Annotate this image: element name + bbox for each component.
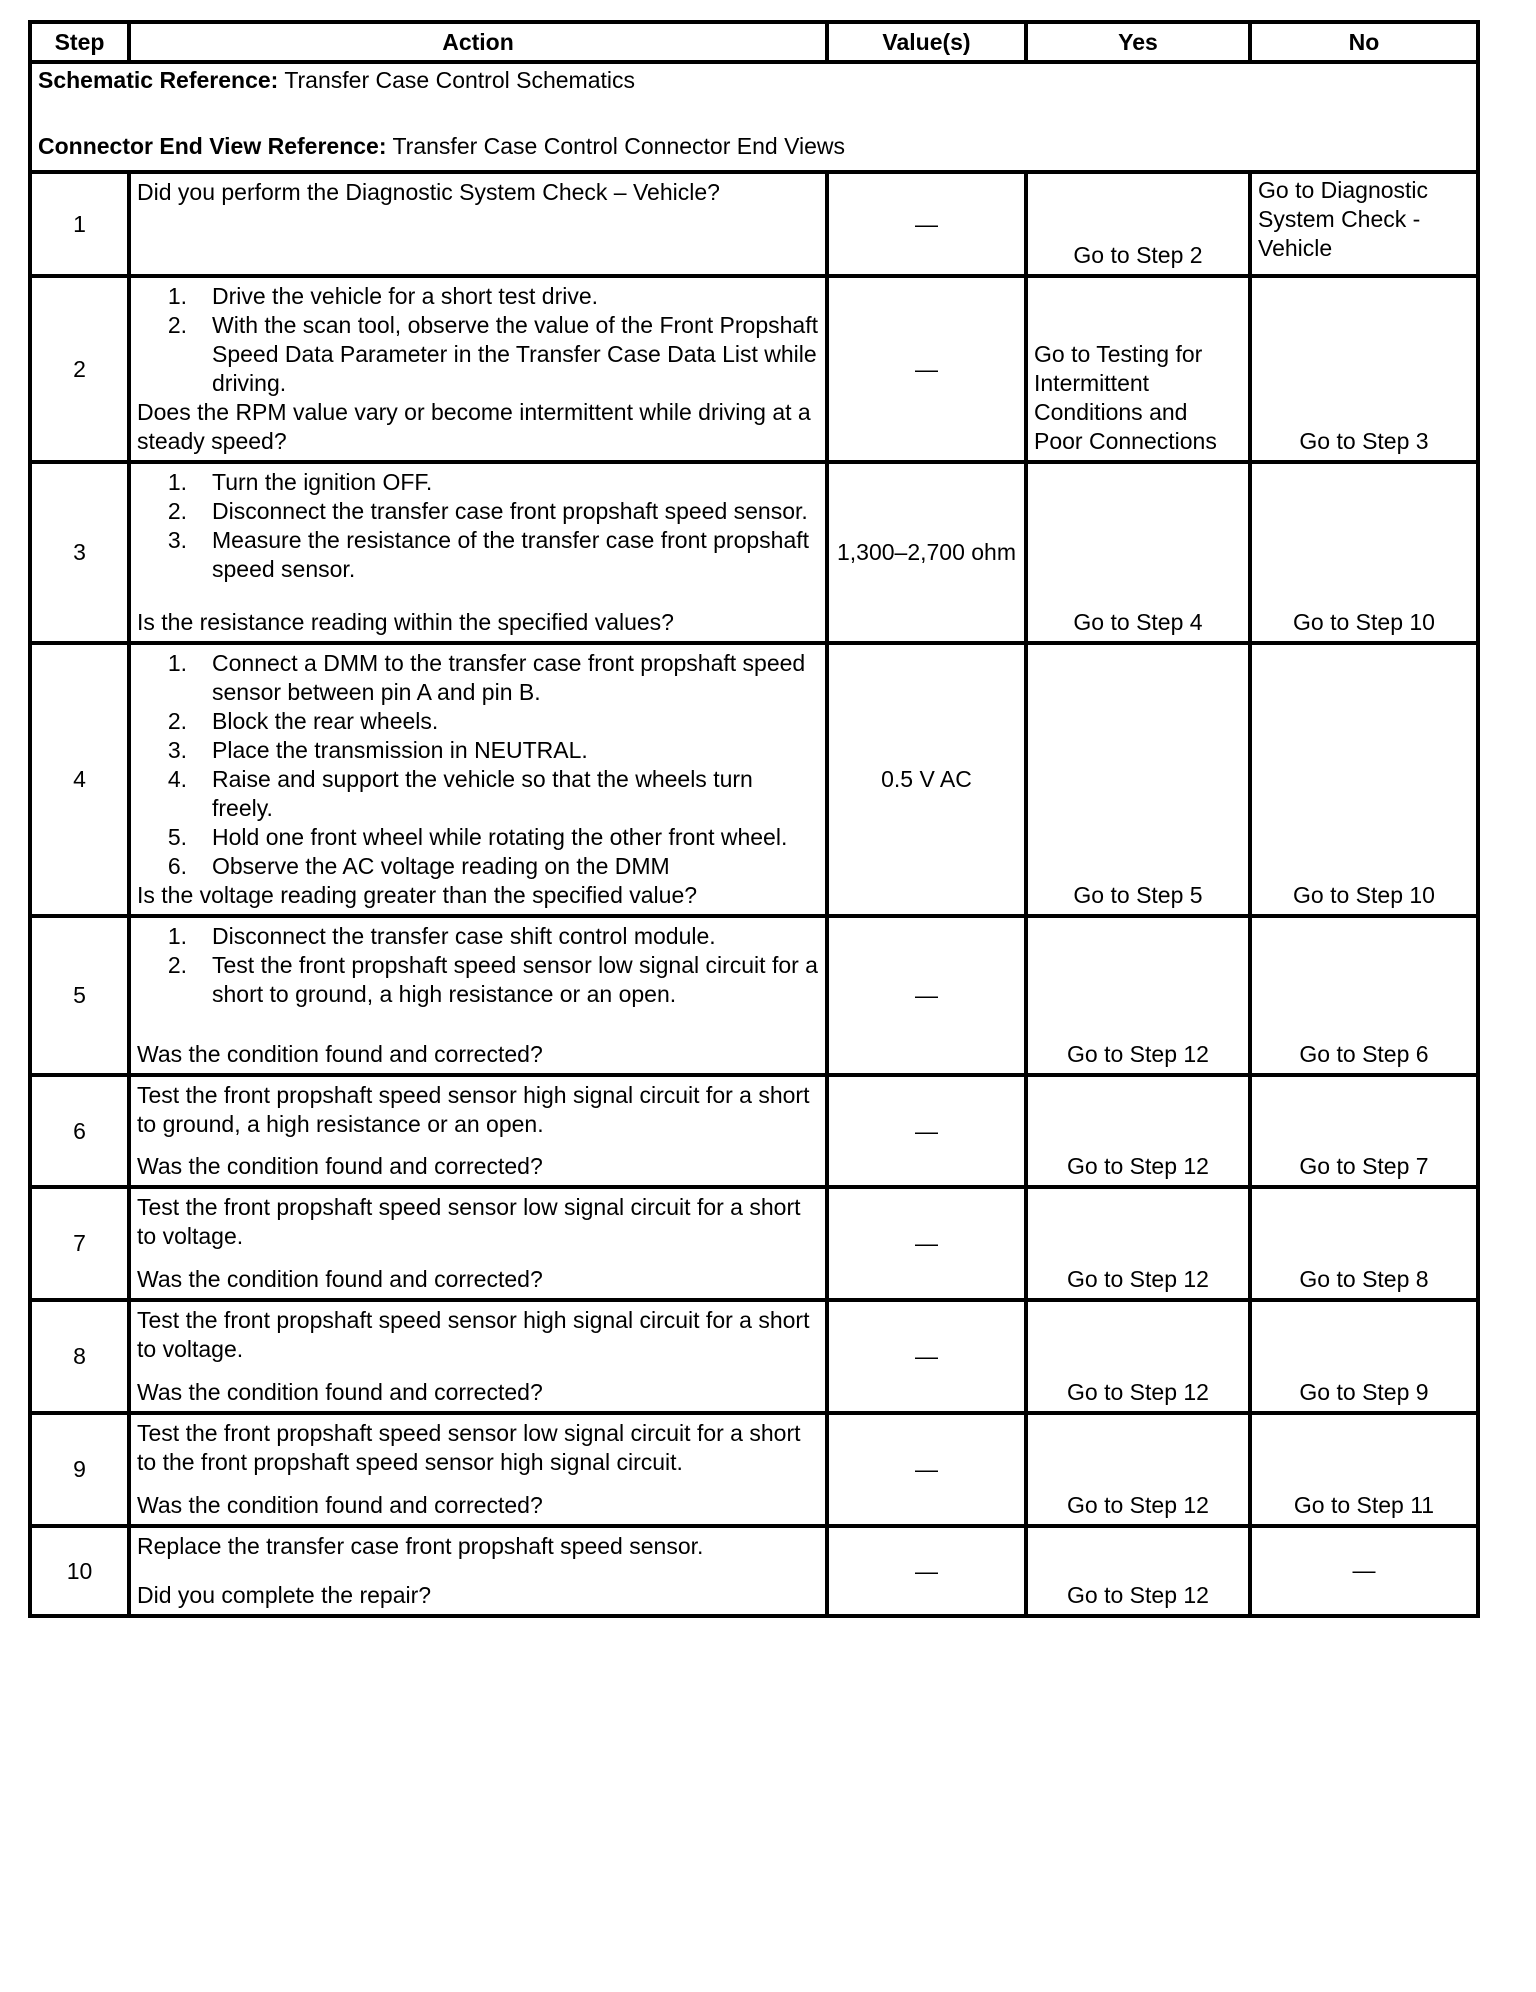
action-instructions <box>137 1532 819 1561</box>
action-lead-text: Replace the transfer case front propshaft speed sensor. <box>137 1533 704 1559</box>
action-content <box>137 178 819 270</box>
action-step-item <box>137 649 819 707</box>
action-question: Was the condition found and corrected? <box>137 1266 543 1292</box>
action-step-item <box>137 282 819 311</box>
action-instructions <box>137 922 819 1009</box>
action-question: Was the condition found and corrected? <box>137 1492 543 1518</box>
action-step-item <box>137 951 819 1009</box>
action-step-number: 3. <box>167 527 187 553</box>
yes-action-link[interactable]: Go to Step 12 <box>1026 916 1250 1075</box>
no-action-link[interactable]: Go to Step 3 <box>1250 276 1478 462</box>
header-yes: Yes <box>1026 22 1250 62</box>
action-instructions <box>137 1081 819 1139</box>
yes-action-link[interactable]: Go to Step 12 <box>1026 1526 1250 1616</box>
action-instructions <box>137 649 819 881</box>
connector-reference <box>38 132 1470 161</box>
table-row <box>30 643 1478 916</box>
action-step-text: Observe the AC voltage reading on the DMM <box>212 853 670 879</box>
action-step-text: Raise and support the vehicle so that the wheels turn freely. <box>212 766 753 821</box>
action-steps-list <box>137 922 819 1009</box>
action-question: Is the resistance reading within the specified values? <box>137 609 674 635</box>
action-step-item <box>137 468 819 497</box>
action-steps-list <box>137 649 819 881</box>
diagnostic-table-page <box>28 20 1476 1618</box>
no-action-link[interactable]: Go to Step 9 <box>1250 1300 1478 1413</box>
step-number: 5 <box>30 916 129 1075</box>
reference-cell <box>30 62 1478 172</box>
step-number: 2 <box>30 276 129 462</box>
action-step-text: Block the rear wheels. <box>212 708 439 734</box>
value-cell: — <box>827 276 1026 462</box>
action-step-number: 1. <box>167 923 187 949</box>
action-cell <box>129 1413 827 1526</box>
action-step-item <box>137 707 819 736</box>
action-cell <box>129 1300 827 1413</box>
action-cell <box>129 1526 827 1616</box>
value-cell: — <box>827 172 1026 276</box>
action-step-text: Disconnect the transfer case front propshaft speed sensor. <box>212 498 808 524</box>
action-step-text: Disconnect the transfer case shift control module. <box>212 923 716 949</box>
action-cell <box>129 643 827 916</box>
action-step-text: Hold one front wheel while rotating the other front wheel. <box>212 824 788 850</box>
step-number: 9 <box>30 1413 129 1526</box>
table-row <box>30 1413 1478 1526</box>
action-step-number: 2. <box>167 498 187 524</box>
step-number: 4 <box>30 643 129 916</box>
schematic-reference-label: Schematic Reference: <box>38 67 279 93</box>
action-question: Was the condition found and corrected? <box>137 1041 543 1067</box>
action-step-number: 2. <box>167 708 187 734</box>
action-step-number: 1. <box>167 469 187 495</box>
action-step-number: 1. <box>167 650 187 676</box>
action-question: Was the condition found and corrected? <box>137 1379 543 1405</box>
action-step-text: Place the transmission in NEUTRAL. <box>212 737 588 763</box>
value-cell: 1,300–2,700 ohm <box>827 462 1026 643</box>
no-action-link[interactable]: Go to Step 6 <box>1250 916 1478 1075</box>
header-values: Value(s) <box>827 22 1026 62</box>
action-step-item <box>137 736 819 765</box>
action-content <box>137 1419 819 1520</box>
action-question: Did you complete the repair? <box>137 1582 432 1608</box>
step-number: 6 <box>30 1075 129 1187</box>
action-cell <box>129 172 827 276</box>
action-steps-list <box>137 282 819 398</box>
action-cell <box>129 916 827 1075</box>
action-step-item <box>137 311 819 398</box>
reference-row <box>30 62 1478 172</box>
action-step-number: 5. <box>167 824 187 850</box>
no-action-link[interactable]: Go to Diagnostic System Check - Vehicle <box>1250 172 1478 276</box>
action-step-number: 1. <box>167 283 187 309</box>
action-cell <box>129 1075 827 1187</box>
action-lead-text: Test the front propshaft speed sensor high signal circuit for a short to voltage. <box>137 1307 810 1362</box>
step-number: 1 <box>30 172 129 276</box>
header-no: No <box>1250 22 1478 62</box>
diagnostic-table <box>28 20 1480 1618</box>
action-step-number: 3. <box>167 737 187 763</box>
table-row <box>30 1187 1478 1300</box>
connector-reference-label: Connector End View Reference: <box>38 133 387 159</box>
action-lead-text: Did you perform the Diagnostic System Check – Vehicle? <box>137 179 720 205</box>
value-cell: — <box>827 1413 1026 1526</box>
action-step-text: Connect a DMM to the transfer case front propshaft speed sensor between pin A and pin B. <box>212 650 806 705</box>
yes-action-link[interactable]: Go to Step 4 <box>1026 462 1250 643</box>
value-cell: — <box>827 1187 1026 1300</box>
action-step-item <box>137 922 819 951</box>
action-instructions <box>137 178 819 207</box>
header-step: Step <box>30 22 129 62</box>
action-content <box>137 922 819 1069</box>
action-step-number: 2. <box>167 952 187 978</box>
action-question: Is the voltage reading greater than the specified value? <box>137 882 698 908</box>
header-action: Action <box>129 22 827 62</box>
action-cell <box>129 1187 827 1300</box>
action-step-text: Test the front propshaft speed sensor low signal circuit for a short to ground, a high resistance or an open. <box>212 952 818 1007</box>
action-step-text: Measure the resistance of the transfer case front propshaft speed sensor. <box>212 527 810 582</box>
yes-action-link[interactable]: Go to Step 12 <box>1026 1300 1250 1413</box>
value-cell: — <box>827 1526 1026 1616</box>
yes-action-link[interactable]: Go to Testing for Intermittent Conditions and Poor Connections <box>1026 276 1250 462</box>
action-step-item <box>137 765 819 823</box>
no-action-link[interactable]: Go to Step 10 <box>1250 643 1478 916</box>
action-cell <box>129 462 827 643</box>
step-number: 10 <box>30 1526 129 1616</box>
no-action-link[interactable]: Go to Step 11 <box>1250 1413 1478 1526</box>
action-content <box>137 649 819 910</box>
action-content <box>137 1193 819 1294</box>
yes-action-link[interactable]: Go to Step 12 <box>1026 1413 1250 1526</box>
step-number: 3 <box>30 462 129 643</box>
table-row <box>30 916 1478 1075</box>
value-cell: 0.5 V AC <box>827 643 1026 916</box>
step-number: 8 <box>30 1300 129 1413</box>
yes-action-link[interactable]: Go to Step 5 <box>1026 643 1250 916</box>
value-cell: — <box>827 916 1026 1075</box>
yes-action-link[interactable]: Go to Step 12 <box>1026 1075 1250 1187</box>
action-step-text: Turn the ignition OFF. <box>212 469 433 495</box>
action-step-text: Drive the vehicle for a short test drive. <box>212 283 599 309</box>
table-row <box>30 1300 1478 1413</box>
action-step-item <box>137 823 819 852</box>
header-row <box>30 22 1478 62</box>
action-step-number: 6. <box>167 853 187 879</box>
action-content <box>137 282 819 456</box>
yes-action-link[interactable]: Go to Step 12 <box>1026 1187 1250 1300</box>
action-content <box>137 1532 819 1610</box>
action-lead-text: Test the front propshaft speed sensor low signal circuit for a short to the front propshaft speed sensor high signal circuit. <box>137 1420 801 1475</box>
connector-reference-link[interactable]: Transfer Case Control Connector End Views <box>392 133 846 159</box>
action-step-text: With the scan tool, observe the value of the Front Propshaft Speed Data Parameter in the Transfer Case Data List while driving. <box>212 312 818 396</box>
action-question: Does the RPM value vary or become intermittent while driving at a steady speed? <box>137 399 811 454</box>
action-step-item <box>137 526 819 584</box>
table-row <box>30 172 1478 276</box>
action-instructions <box>137 1419 819 1477</box>
table-row <box>30 276 1478 462</box>
action-instructions <box>137 1306 819 1364</box>
action-step-number: 2. <box>167 312 187 338</box>
step-number: 7 <box>30 1187 129 1300</box>
no-action-link[interactable]: Go to Step 10 <box>1250 462 1478 643</box>
table-row <box>30 1075 1478 1187</box>
action-lead-text: Test the front propshaft speed sensor high signal circuit for a short to ground, a high resistance or an open. <box>137 1082 810 1137</box>
action-lead-text: Test the front propshaft speed sensor low signal circuit for a short to voltage. <box>137 1194 801 1249</box>
action-step-item <box>137 852 819 881</box>
schematic-reference <box>38 66 1470 95</box>
table-row <box>30 1526 1478 1616</box>
action-content <box>137 468 819 637</box>
action-question: Was the condition found and corrected? <box>137 1153 543 1179</box>
no-action-link[interactable]: Go to Step 8 <box>1250 1187 1478 1300</box>
action-cell <box>129 276 827 462</box>
no-action-link[interactable]: — <box>1250 1526 1478 1616</box>
action-content <box>137 1081 819 1181</box>
action-step-item <box>137 497 819 526</box>
action-step-number: 4. <box>167 766 187 792</box>
schematic-reference-link[interactable]: Transfer Case Control Schematics <box>284 67 635 93</box>
action-steps-list <box>137 468 819 584</box>
action-instructions <box>137 282 819 398</box>
action-instructions <box>137 1193 819 1251</box>
action-content <box>137 1306 819 1407</box>
yes-action-link[interactable]: Go to Step 2 <box>1026 172 1250 276</box>
value-cell: — <box>827 1300 1026 1413</box>
action-instructions <box>137 468 819 584</box>
no-action-link[interactable]: Go to Step 7 <box>1250 1075 1478 1187</box>
table-row <box>30 462 1478 643</box>
value-cell: — <box>827 1075 1026 1187</box>
